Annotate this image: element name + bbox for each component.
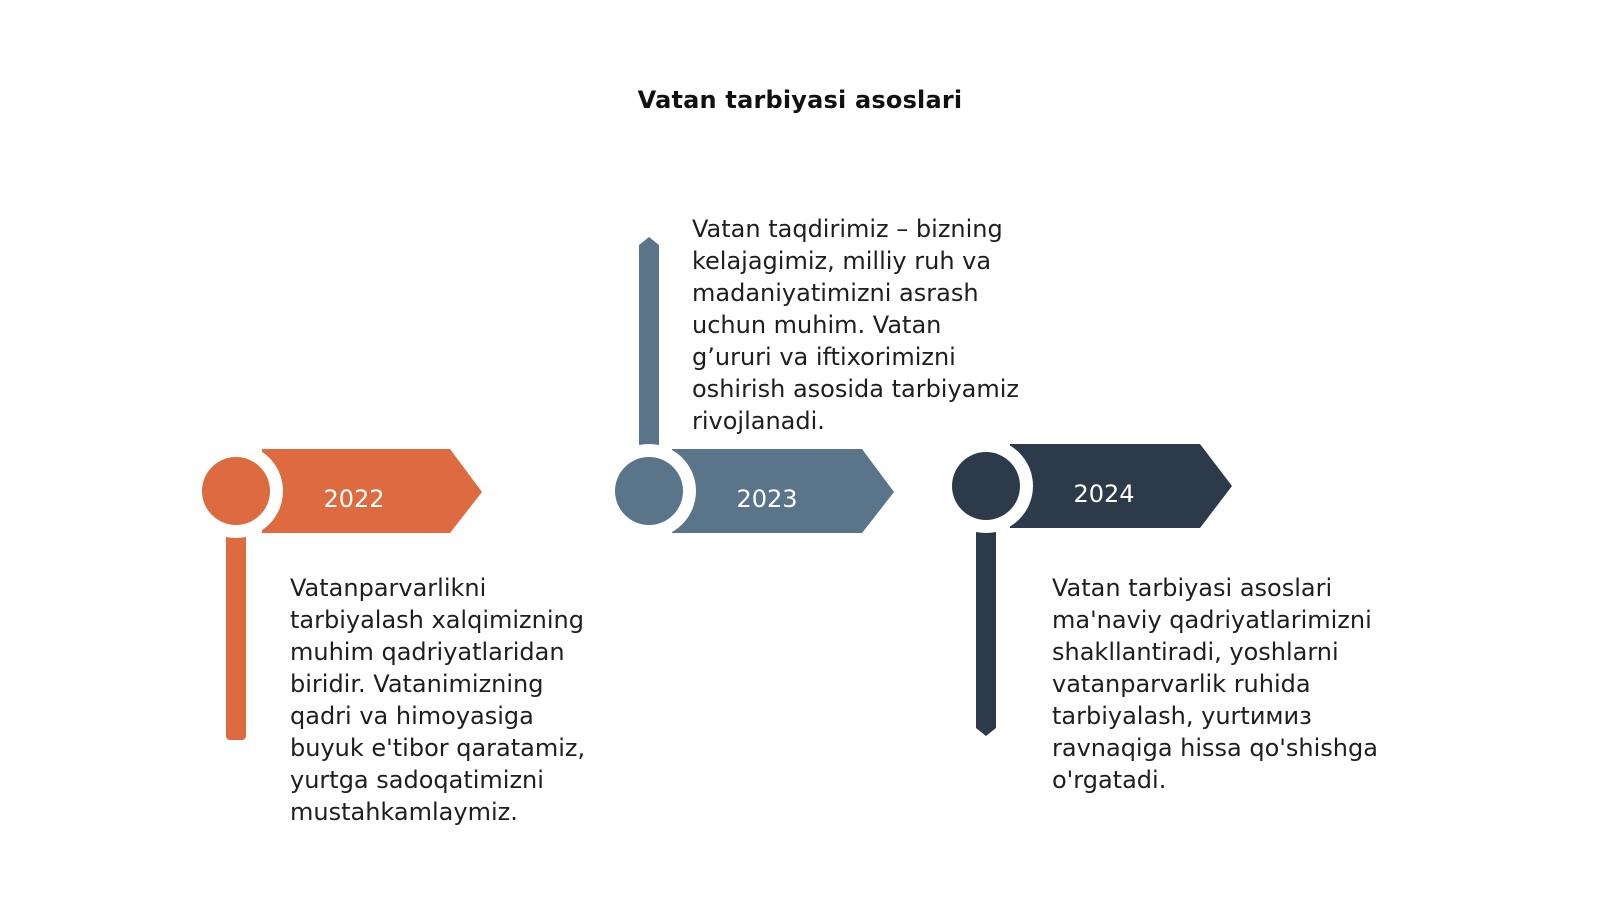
connector-stem-2024 — [976, 524, 996, 736]
description-line: madaniyatimizni asrash — [692, 279, 979, 307]
description-line: ravnaqiga hissa qo'shishga — [1052, 734, 1378, 762]
description-line: oshirish asosida tarbiyamiz — [692, 375, 1020, 403]
year-label-2024: 2024 — [1073, 480, 1135, 508]
description-line: muhim qadriyatlaridan — [290, 638, 565, 666]
description-line: buyuk e'tibor qaratamiz, — [290, 734, 586, 762]
milestone-dot-2024 — [952, 452, 1020, 520]
description-line: mustahkamlaymiz. — [290, 798, 518, 826]
year-label-2022: 2022 — [323, 485, 385, 513]
description-line: Vatan taqdirimiz – bizning — [692, 215, 1003, 243]
description-line: ma'naviy qadriyatlarimizni — [1052, 606, 1372, 634]
description-line: kelajagimiz, milliy ruh va — [692, 247, 992, 275]
description-line: o'rgatadi. — [1052, 766, 1167, 794]
description-line: Vatan tarbiyasi asoslari — [1052, 574, 1333, 602]
connector-stem-2023 — [639, 237, 659, 450]
connector-stem-2022 — [226, 532, 246, 740]
description-line: rivojlanadi. — [692, 407, 825, 435]
description-line: shakllantiradi, yoshlarni — [1052, 638, 1339, 666]
description-line: tarbiyalash, yurtимиз — [1052, 702, 1312, 730]
milestone-description-2022 — [290, 572, 585, 828]
description-line: yurtga sadoqatimizni — [290, 766, 544, 794]
milestone-dot-2023 — [615, 457, 683, 525]
description-line: g’ururi va iftixorimizni — [692, 343, 956, 371]
page-title: Vatan tarbiyasi asoslari — [637, 86, 963, 114]
description-line: tarbiyalash xalqimizning — [290, 606, 584, 634]
year-label-2023: 2023 — [736, 485, 798, 513]
description-line: biridir. Vatanimizning — [290, 670, 544, 698]
milestone-description-2024 — [1052, 572, 1378, 796]
milestone-dot-2022 — [202, 457, 270, 525]
description-line: vatanparvarlik ruhida — [1052, 670, 1311, 698]
description-line: uchun muhim. Vatan — [692, 311, 942, 339]
description-line: Vatanparvarlikni — [290, 574, 487, 602]
description-line: qadri va himoyasiga — [290, 702, 534, 730]
milestone-description-2023 — [692, 213, 1019, 437]
